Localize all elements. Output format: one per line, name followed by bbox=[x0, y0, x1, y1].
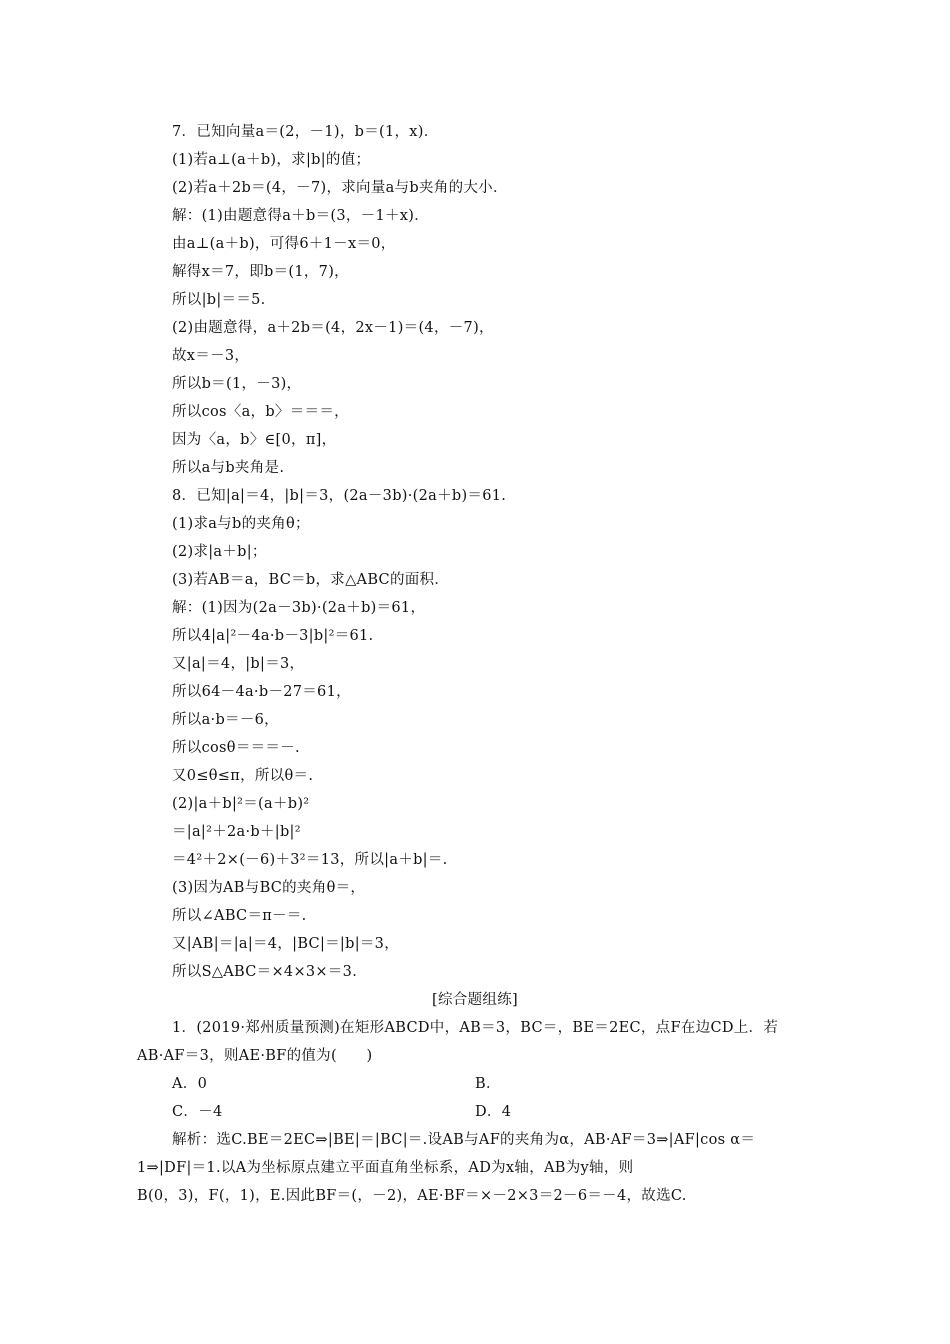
problem-8-part-1: (1)求a与b的夹角θ； bbox=[172, 516, 310, 532]
problem-8-statement: 8．已知|a|＝4，|b|＝3，(2a－3b)·(2a＋b)＝61. bbox=[172, 488, 507, 504]
solution-line: ＝4²＋2×(－6)＋3²＝13，所以|a＋b|＝. bbox=[172, 852, 448, 868]
option-a: A．0 bbox=[172, 1076, 208, 1092]
solution-line: 所以cos〈a，b〉＝＝＝， bbox=[172, 404, 349, 420]
solution-line: (2)|a＋b|²＝(a＋b)² bbox=[172, 796, 310, 812]
problem-7-part-1: (1)若a⊥(a＋b)，求|b|的值； bbox=[172, 152, 371, 168]
solution-line: 解得x＝7，即b＝(1，7)， bbox=[172, 264, 349, 280]
solution-line: 由a⊥(a＋b)，可得6＋1－x＝0， bbox=[172, 236, 396, 252]
solution-line: 因为〈a，b〉∈[0，π]， bbox=[172, 432, 337, 448]
solution-line: 所以|b|＝＝5. bbox=[172, 292, 266, 308]
problem-7-part-2: (2)若a＋2b＝(4，－7)，求向量a与b夹角的大小． bbox=[172, 180, 508, 196]
solution-line: 解：(1)由题意得a＋b＝(3，－1＋x)． bbox=[172, 208, 430, 224]
analysis-line: 解析：选C.BE＝2EC⇒|BE|＝|BC|＝.设AB与AF的夹角为α，AB·AF＝3⇒|AF|cos α＝ bbox=[172, 1132, 756, 1148]
solution-line: ＝|a|²＋2a·b＋|b|² bbox=[172, 824, 301, 840]
solution-line: 所以S△ABC＝×4×3×＝3. bbox=[172, 964, 358, 980]
solution-line: 所以4|a|²－4a·b－3|b|²＝61. bbox=[172, 628, 374, 644]
problem-8-part-3: (3)若AB＝a，BC＝b，求△ABC的面积． bbox=[172, 572, 450, 588]
solution-line: 所以a与b夹角是. bbox=[172, 460, 285, 476]
solution-line: 又|AB|＝|a|＝4，|BC|＝|b|＝3， bbox=[172, 936, 400, 952]
solution-line: 所以b＝(1，－3)， bbox=[172, 376, 302, 392]
option-b: B． bbox=[475, 1076, 501, 1092]
solution-line: 所以a·b＝－6， bbox=[172, 712, 279, 728]
problem-7-statement: 7．已知向量a＝(2，－1)，b＝(1，x)． bbox=[172, 124, 439, 140]
section-title: [综合题组练] bbox=[432, 992, 518, 1008]
solution-line: 所以∠ABC＝π－＝. bbox=[172, 908, 307, 924]
solution-line: 所以cosθ＝＝＝－. bbox=[172, 740, 300, 756]
solution-line: 又|a|＝4，|b|＝3， bbox=[172, 656, 305, 672]
solution-line: (2)由题意得，a＋2b＝(4，2x－1)＝(4，－7)， bbox=[172, 320, 494, 336]
analysis-line: B(0，3)，F(，1)，E.因此BF＝(，－2)，AE·BF＝×－2×3＝2－6＝－4，故选C. bbox=[137, 1188, 687, 1204]
solution-line: 故x＝－3， bbox=[172, 348, 250, 364]
question-1-line-2: AB·AF＝3，则AE·BF的值为( ) bbox=[137, 1048, 373, 1064]
solution-line: 又0≤θ≤π，所以θ＝. bbox=[172, 768, 314, 784]
solution-line: 解：(1)因为(2a－3b)·(2a＋b)＝61， bbox=[172, 600, 426, 616]
analysis-line: 1⇒|DF|＝1.以A为坐标原点建立平面直角坐标系，AD为x轴，AB为y轴，则 bbox=[137, 1160, 634, 1176]
solution-line: 所以64－4a·b－27＝61， bbox=[172, 684, 351, 700]
solution-line: (3)因为AB与BC的夹角θ＝， bbox=[172, 880, 366, 896]
question-1-line-1: 1．(2019·郑州质量预测)在矩形ABCD中，AB＝3，BC＝，BE＝2EC，点F在边CD上．若 bbox=[172, 1020, 779, 1036]
option-c: C．－4 bbox=[172, 1104, 223, 1120]
option-d: D．4 bbox=[475, 1104, 512, 1120]
problem-8-part-2: (2)求|a＋b|； bbox=[172, 544, 267, 560]
